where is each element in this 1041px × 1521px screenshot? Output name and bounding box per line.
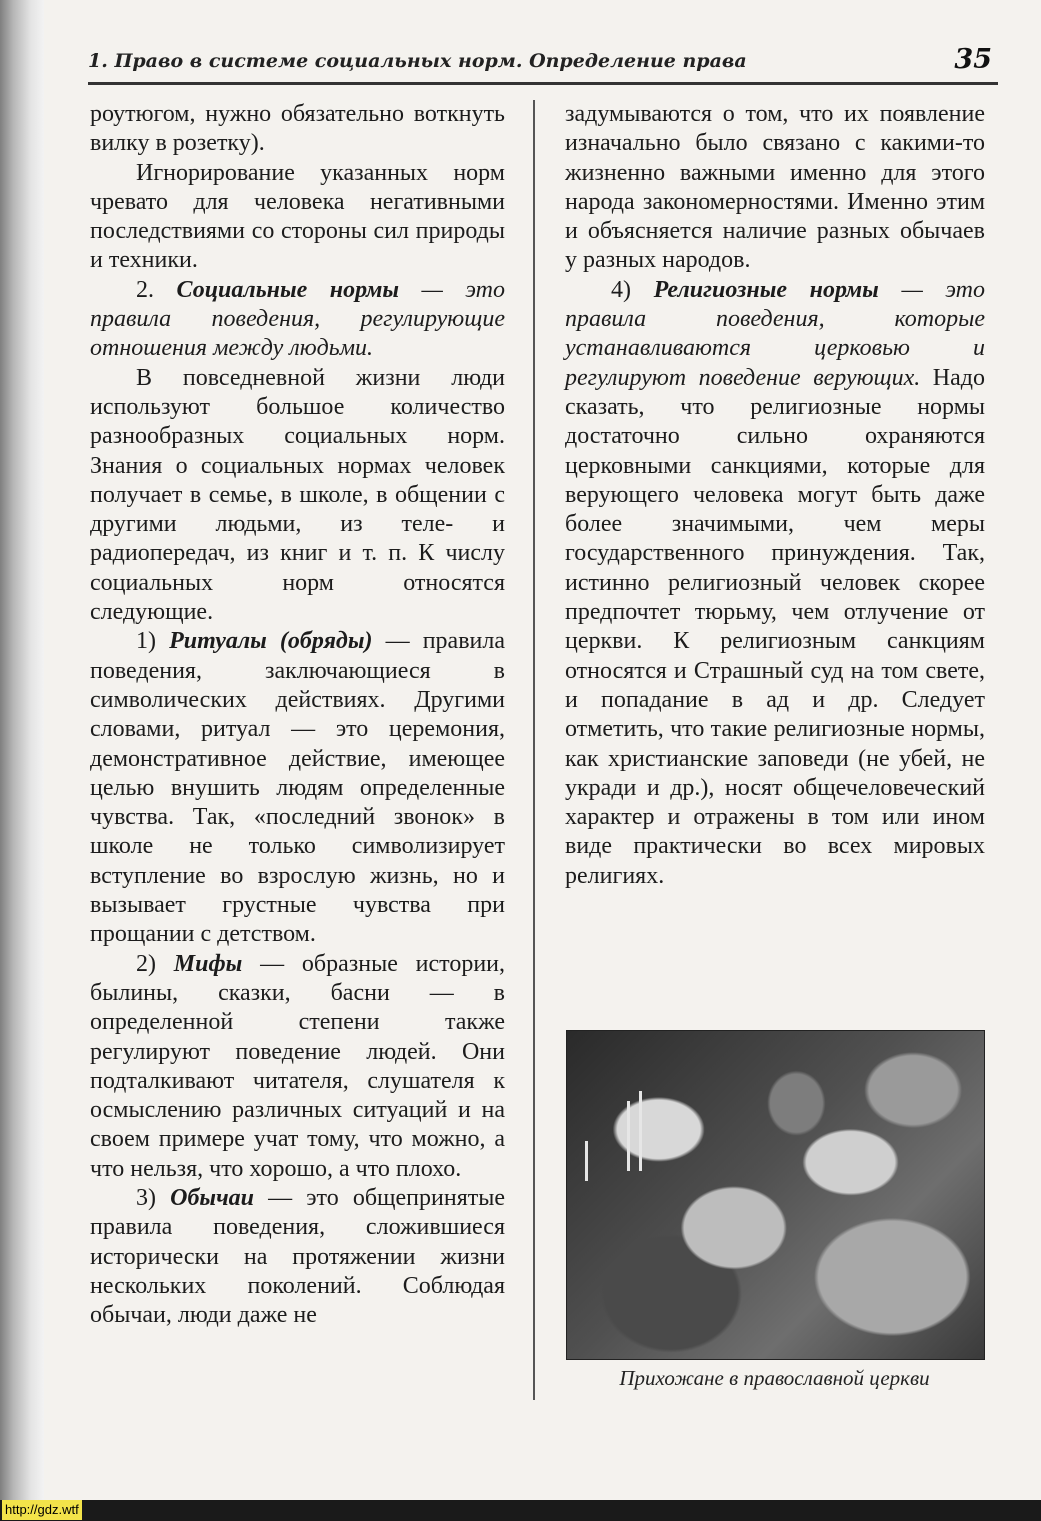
paragraph-rituals	[90, 627, 505, 949]
candle-shape	[627, 1101, 630, 1171]
candle-shape	[639, 1091, 642, 1171]
church-photo	[566, 1030, 985, 1360]
photo-caption: Прихожане в православной церкви	[619, 1366, 930, 1390]
paragraph-text: — правила поведения, заключающиеся в символических действиях. Другими словами, ритуал — это церемония, демонстративное действие, имеющее целью внушить людям определенные чувства. Так, «последний звонок» в школе не только символизирует вступление во взрослую жизнь, но и вызывает грустные чувства при прощании с детством.	[90, 628, 505, 948]
paragraph: задумываются о том, что их появление изначально было связано с какими-то жизненно важными именно для этого народа закономерностями. Именно этим и объясняется наличие разных обычаев у разных народов.	[565, 101, 985, 274]
definition: — это правила поведения, регулирующие отношения между людьми.	[90, 276, 505, 362]
running-head: 1. Право в системе социальных норм. Определение права	[88, 50, 747, 72]
term-social-norms: Социальные нормы	[176, 276, 400, 303]
definition: — это правила поведения, которые устанавливаются церковью и регулируют поведение верующих.	[565, 276, 985, 391]
list-number: 2)	[136, 950, 156, 977]
paragraph: В повседневной жизни люди используют большое количество разнообразных социальных норм. Знания о социальных нормах человек получает в семье, в школе, в общении с другими людьми, из теле- и радиопередач, из книг и т. п. К числу социальных норм относятся следующие.	[90, 364, 505, 626]
term-religious-norms: Религиозные нормы	[653, 276, 879, 303]
paragraph-customs	[90, 1184, 505, 1330]
paragraph-social-norms	[90, 276, 505, 364]
page-header	[88, 44, 998, 82]
paragraph: Игнорирование указанных норм чревато для человека негативными последствиями со стороны сил природы и техники.	[90, 159, 505, 274]
source-link[interactable]: http://gdz.wtf	[2, 1500, 82, 1520]
paragraph-text: — это общепринятые правила поведения, сложившиеся исторически на протяжении жизни нескольких поколений. Соблюдая обычаи, люди даже не	[90, 1184, 505, 1329]
list-number: 2.	[136, 276, 154, 303]
paragraph-text: Надо сказать, что религиозные нормы достаточно сильно охраняются церковными санкциями, которые для верующего человека могут быть даже более значимыми, чем меры государственного принуждения. Так, истинно религиозный человек скорее предпочтет тюрьму, чем отлучение от церкви. К религиозным санкциям относятся и Страшный суд на том свете, и попадание в ад и др. Следует отметить, что такие религиозные нормы, как христианские заповеди (не убей, не укради и др.), носят общечеловеческий характер и отражены в том или ином виде практически во всех мировых религиях.	[565, 364, 985, 889]
paragraph-religious-norms	[565, 276, 985, 891]
paragraph-text: — образные истории, былины, сказки, басни — в определенной степени также регулируют поведение людей. Они подталкивают читателя, слушателя к осмыслению различных ситуаций и на своем примере учат тому, что можно, а что нельзя, что хорошо, а что плохо.	[90, 950, 506, 1182]
bottom-bar	[0, 1500, 1041, 1521]
column-divider	[533, 100, 535, 1400]
left-column	[90, 100, 505, 1330]
paragraph-myths	[90, 950, 505, 1184]
page-number: 35	[954, 44, 992, 75]
right-column	[565, 100, 985, 891]
term-myths: Мифы	[173, 950, 243, 977]
list-number: 1)	[136, 628, 156, 655]
list-number: 3)	[136, 1184, 156, 1211]
paragraph: роутюгом, нужно обязательно воткнуть вилку в розетку).	[90, 101, 505, 157]
book-binding-shadow	[0, 0, 44, 1521]
header-rule	[88, 82, 998, 85]
candle-shape	[585, 1141, 588, 1181]
list-number: 4)	[611, 276, 631, 303]
term-customs: Обычаи	[170, 1184, 255, 1211]
term-rituals: Ритуалы (обряды)	[169, 628, 373, 655]
